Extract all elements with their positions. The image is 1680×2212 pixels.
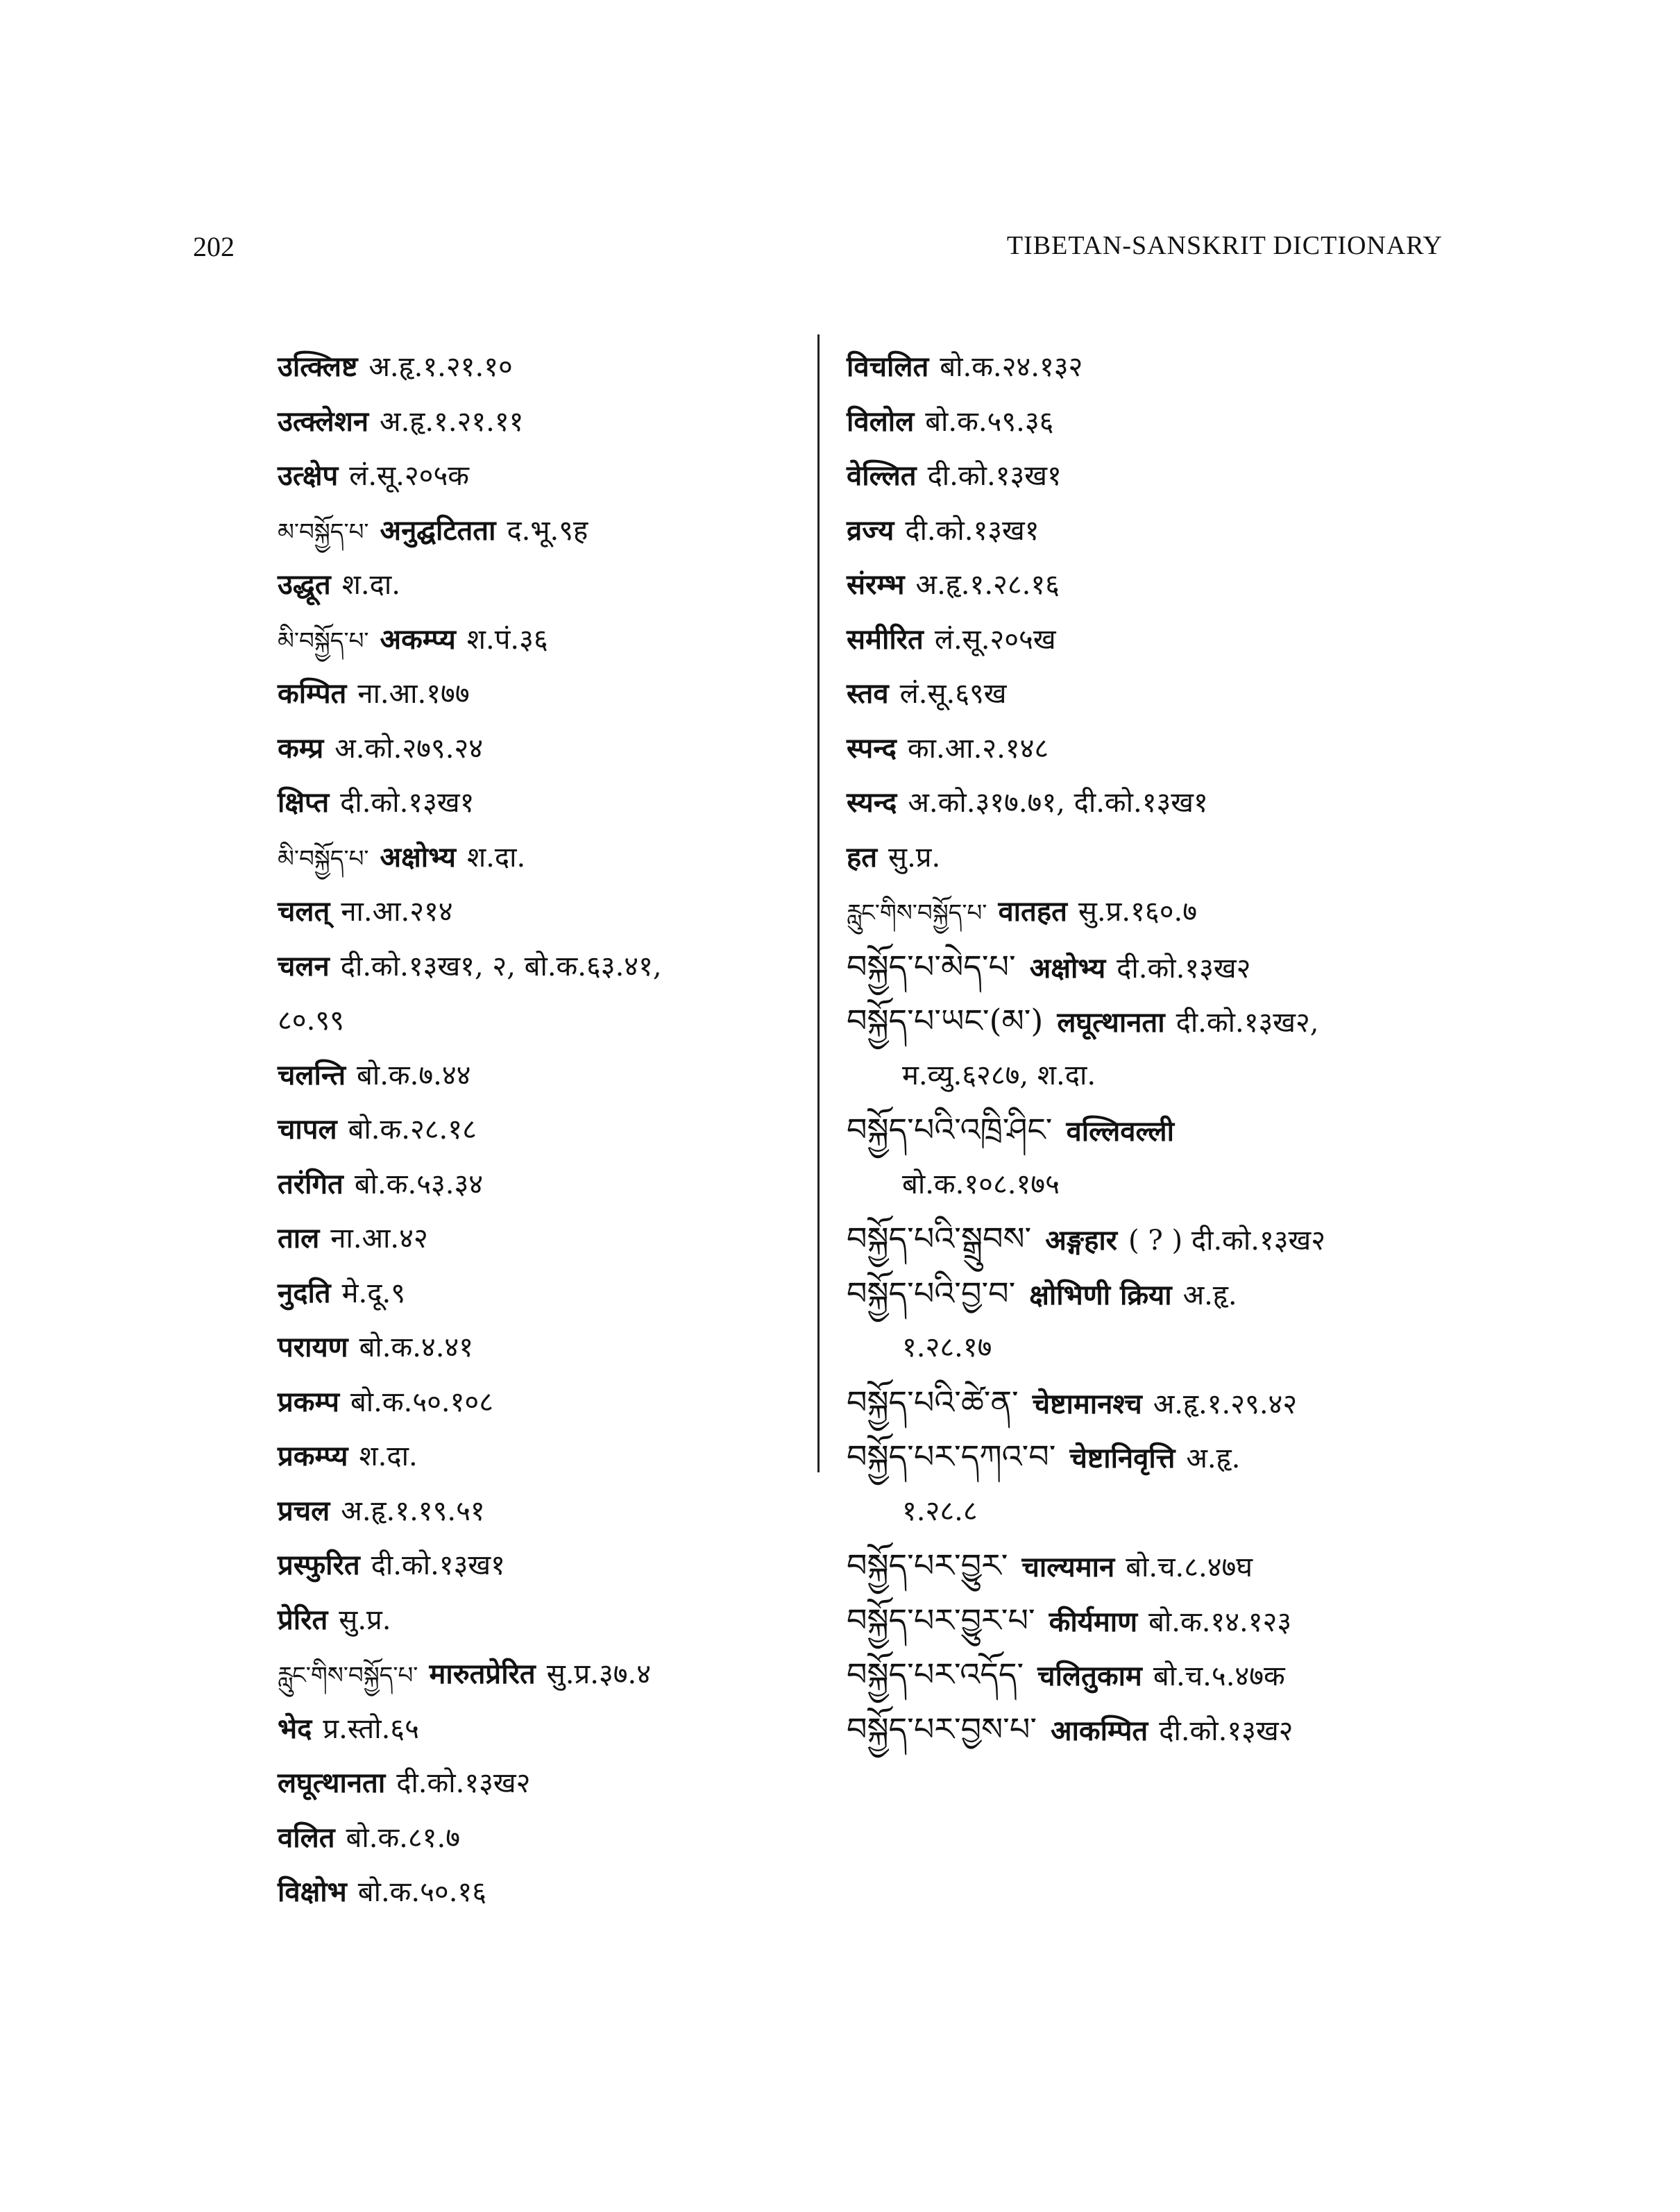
sanskrit-headword: चलितुकाम <box>1037 1660 1142 1692</box>
dictionary-entry <box>278 939 805 994</box>
sanskrit-headword: क्षिप्त <box>278 786 330 819</box>
dictionary-entry <box>847 667 1471 722</box>
tibetan-term: བསྐྱོད་པ་ཡང་(མ་) <box>847 1002 1044 1039</box>
sanskrit-headword: कीर्यमाण <box>1049 1605 1138 1638</box>
sanskrit-headword: स्तव <box>847 677 889 710</box>
source-reference: दी.को.१३ख२ <box>396 1767 531 1799</box>
sanskrit-headword: तरंगित <box>278 1167 343 1200</box>
source-reference: मे.दू.९ <box>341 1277 405 1309</box>
sanskrit-headword: संरम्भ <box>847 568 905 601</box>
running-head: TIBETAN-SANSKRIT DICTIONARY <box>1006 231 1443 260</box>
tibetan-term: བསྐྱོད་པའི་བྱ་བ་ <box>847 1274 1016 1312</box>
sanskrit-headword: आकम्पित <box>1050 1714 1148 1747</box>
dictionary-entry <box>278 1103 805 1157</box>
sanskrit-headword: प्रकम्प <box>278 1385 339 1418</box>
sanskrit-headword: नुदति <box>278 1276 331 1309</box>
sanskrit-headword: हत <box>847 840 878 874</box>
dictionary-entry <box>847 1048 1471 1103</box>
sanskrit-headword: कम्पित <box>278 677 347 710</box>
sanskrit-headword: चाल्यमान <box>1021 1551 1115 1583</box>
tibetan-term: བསྐྱོད་པར་བྱུར་པ་ <box>847 1601 1035 1639</box>
source-reference: ना.आ.२१४ <box>341 896 453 928</box>
dictionary-entry <box>278 1811 805 1866</box>
source-reference: सु.प्र.१६०.७ <box>1078 896 1198 928</box>
dictionary-entry <box>847 885 1471 939</box>
sanskrit-headword: प्रचल <box>278 1494 330 1527</box>
source-reference: दी.को.१३ख१, २, बो.क.६३.४१, <box>340 950 662 982</box>
dictionary-entry <box>278 613 805 667</box>
source-reference: ना.आ.४२ <box>330 1223 428 1254</box>
tibetan-term: བསྐྱོད་པའི་ཚེ་ན་ <box>847 1383 1019 1421</box>
source-reference: ना.आ.१७७ <box>357 678 470 710</box>
sanskrit-headword: अक्षोभ्य <box>1029 951 1106 985</box>
source-reference: अ.हृ.१.२१.११ <box>380 405 524 438</box>
source-reference: दी.को.१३ख१ <box>340 787 475 819</box>
source-reference: ( ? ) दी.को.१३ख२ <box>1128 1225 1326 1257</box>
source-reference: दी.को.१३ख२ <box>1117 952 1251 985</box>
source-reference: का.आ.२.१४८ <box>907 732 1049 765</box>
dictionary-entry <box>847 1266 1471 1321</box>
dictionary-entry <box>847 395 1471 450</box>
source-reference: लं.सू.२०५क <box>349 460 469 492</box>
sanskrit-headword: अङ्गहार <box>1045 1224 1118 1257</box>
dictionary-entry <box>847 1375 1471 1430</box>
sanskrit-headword: वलित <box>278 1821 335 1854</box>
dictionary-entry <box>847 1157 1471 1212</box>
tibetan-term: བསྐྱོད་པའི་འཁྲི་ཤིང་ <box>847 1111 1053 1148</box>
source-reference: अ.हृ. <box>1186 1443 1241 1474</box>
dictionary-entry <box>278 776 805 831</box>
sanskrit-headword: व्रज्य <box>847 513 894 547</box>
source-reference: बो.च.५.४७क <box>1153 1660 1285 1692</box>
tibetan-term: བསྐྱོད་པར་བྱས་པ་ <box>847 1710 1037 1748</box>
source-reference: अ.हृ.१.२८.१६ <box>915 569 1060 601</box>
dictionary-entry <box>278 1538 805 1593</box>
source-reference: द.भू.९ह <box>507 514 588 547</box>
dictionary-entry <box>278 1266 805 1321</box>
dictionary-entry <box>847 1103 1471 1157</box>
source-reference: सु.प्र. <box>339 1603 391 1636</box>
dictionary-entry <box>278 558 805 613</box>
sanskrit-headword: विचलित <box>847 350 929 383</box>
sanskrit-headword: प्रकम्प्य <box>278 1440 348 1472</box>
source-reference: बो.क.५९.३६ <box>925 405 1054 438</box>
dictionary-entry <box>847 1593 1471 1648</box>
dictionary-entry <box>847 1538 1471 1593</box>
dictionary-entry <box>847 1702 1471 1757</box>
sanskrit-headword: चलन <box>278 949 330 982</box>
sanskrit-headword: स्यन्द <box>847 786 897 819</box>
sanskrit-headword: प्रेरित <box>278 1603 328 1636</box>
column-divider <box>817 334 820 1472</box>
tibetan-term: བསྐྱོད་པར་བྱུར་ <box>847 1547 1008 1584</box>
sanskrit-headword: समीरित <box>847 622 924 656</box>
sanskrit-headword: उत्क्लिष्ट <box>278 350 358 383</box>
dictionary-entry <box>847 613 1471 667</box>
right-column <box>847 340 1471 1756</box>
source-reference: श.दा. <box>466 841 526 874</box>
sanskrit-headword: कम्प्र <box>278 731 324 765</box>
dictionary-entry <box>278 831 805 885</box>
dictionary-entry <box>847 558 1471 613</box>
dictionary-entry <box>847 722 1471 776</box>
tibetan-term: བསྐྱོད་པར་དཀའ་བ་ <box>847 1438 1056 1475</box>
source-reference: बो.क.२८.१८ <box>348 1114 477 1146</box>
dictionary-entry <box>278 994 805 1048</box>
source-reference: श.दा. <box>359 1440 418 1472</box>
sanskrit-headword: चलत् <box>278 895 330 928</box>
sanskrit-headword: ताल <box>278 1222 320 1254</box>
dictionary-entry <box>847 1211 1471 1266</box>
sanskrit-headword: चेष्टामानश्च <box>1032 1387 1142 1420</box>
source-reference: बो.क.७.४४ <box>357 1059 471 1091</box>
sanskrit-headword: परायण <box>278 1331 348 1363</box>
dictionary-entry <box>847 831 1471 885</box>
source-reference: दी.को.१३ख१ <box>905 514 1040 547</box>
sanskrit-headword: वातहत <box>998 895 1067 928</box>
sanskrit-headword: भेद <box>278 1712 312 1745</box>
dictionary-entry <box>278 1593 805 1648</box>
source-reference: दी.को.१३ख१ <box>927 460 1062 492</box>
dictionary-entry <box>847 340 1471 395</box>
dictionary-entry <box>847 1484 1471 1539</box>
sanskrit-headword: चापल <box>278 1113 337 1146</box>
source-reference: दी.को.१३ख१ <box>371 1549 505 1581</box>
left-column <box>278 340 805 1920</box>
tibetan-term: བསྐྱོད་པའི་སྒྲུབས་ <box>847 1220 1032 1257</box>
sanskrit-headword: क्षोभिणी क्रिया <box>1029 1278 1172 1311</box>
dictionary-entry <box>847 939 1471 994</box>
tibetan-term: རླུང་གིས་བསྐྱོད་པ་ <box>847 899 987 927</box>
source-reference: सु.प्र.३७.४ <box>546 1658 652 1690</box>
sanskrit-headword: चलन्ति <box>278 1058 346 1091</box>
source-reference: ८०.९९ <box>278 1005 344 1037</box>
dictionary-entry <box>847 776 1471 831</box>
tibetan-term: མ་བསྐྱོད་པ་ <box>278 518 369 546</box>
dictionary-entry <box>847 994 1471 1048</box>
source-reference: बो.क.५०.१६ <box>357 1876 487 1908</box>
dictionary-entry <box>278 1429 805 1484</box>
source-reference: दी.को.१३ख२, <box>1176 1007 1319 1039</box>
sanskrit-headword: अकम्प्य <box>380 622 456 656</box>
sanskrit-headword: चेष्टानिवृत्ति <box>1069 1442 1176 1474</box>
source-reference: बो.क.५३.३४ <box>354 1168 484 1200</box>
tibetan-term: མི་བསྐྱོད་པ་ <box>278 627 369 655</box>
sanskrit-headword: उद्धूत <box>278 568 331 601</box>
dictionary-entry <box>278 1375 805 1430</box>
source-reference: सु.प्र. <box>888 841 941 874</box>
dictionary-entry <box>278 395 805 450</box>
tibetan-term: བསྐྱོད་པར་འདོད་ <box>847 1656 1024 1693</box>
source-reference: अ.को.३१७.७१, दी.को.१३ख१ <box>908 787 1208 819</box>
source-reference: बो.क.४.४१ <box>359 1332 474 1363</box>
dictionary-entry <box>847 1429 1471 1484</box>
dictionary-entry <box>278 340 805 395</box>
source-reference: श.पं.३६ <box>466 623 548 656</box>
sanskrit-headword: अनुद्घटितता <box>380 513 496 547</box>
dictionary-entry <box>847 1647 1471 1702</box>
source-reference: बो.क.२४.१३२ <box>940 351 1083 383</box>
sanskrit-headword: विलोल <box>847 405 915 438</box>
source-reference: श.दा. <box>341 569 400 601</box>
source-reference: अ.हृ. <box>1182 1279 1237 1311</box>
source-reference: बो.क.१०८.१७५ <box>902 1168 1060 1200</box>
dictionary-entry <box>278 1865 805 1920</box>
source-reference: अ.हृ.१.२९.४२ <box>1153 1388 1298 1420</box>
dictionary-entry <box>278 1211 805 1266</box>
sanskrit-headword: विक्षोभ <box>278 1875 347 1908</box>
sanskrit-headword: वेल्लित <box>847 459 917 492</box>
source-reference: बो.च.८.४७घ <box>1126 1551 1253 1583</box>
source-reference: लं.सू.६९ख <box>899 678 1007 710</box>
source-reference: बो.क.८१.७ <box>346 1821 460 1854</box>
dictionary-entry <box>847 504 1471 559</box>
sanskrit-headword: मारुतप्रेरित <box>429 1658 536 1690</box>
sanskrit-headword: उत्क्षेप <box>278 459 339 492</box>
dictionary-entry <box>278 722 805 776</box>
dictionary-entry <box>278 504 805 559</box>
source-reference: १.२८.८ <box>902 1495 978 1527</box>
dictionary-entry <box>278 449 805 504</box>
dictionary-entry <box>278 1702 805 1757</box>
sanskrit-headword: अक्षोभ्य <box>380 840 456 874</box>
source-reference: अ.हृ.१.१९.५१ <box>341 1495 485 1527</box>
tibetan-term: བསྐྱོད་པ་མེད་པ་ <box>847 947 1016 985</box>
dictionary-entry <box>278 1320 805 1375</box>
source-reference: बो.क.१४.१२३ <box>1148 1606 1292 1638</box>
dictionary-entry <box>847 449 1471 504</box>
source-reference: बो.क.५०.१०८ <box>350 1386 494 1418</box>
sanskrit-headword: उत्क्लेशन <box>278 405 369 438</box>
dictionary-entry <box>847 1320 1471 1375</box>
sanskrit-headword: प्रस्फुरित <box>278 1549 360 1581</box>
sanskrit-headword: वल्लिवल्ली <box>1066 1115 1175 1148</box>
source-reference: म.व्यु.६२८७, श.दा. <box>902 1059 1096 1091</box>
page-number: 202 <box>193 231 235 262</box>
dictionary-entry <box>278 1157 805 1212</box>
sanskrit-headword: लघूत्थानता <box>1057 1006 1165 1039</box>
sanskrit-headword: लघूत्थानता <box>278 1767 386 1799</box>
sanskrit-headword: स्पन्द <box>847 731 897 765</box>
dictionary-entry <box>278 1756 805 1811</box>
source-reference: प्र.स्तो.६५ <box>323 1712 419 1745</box>
dictionary-entry <box>278 1484 805 1539</box>
dictionary-entry <box>278 1647 805 1702</box>
tibetan-term: མི་བསྐྱོད་པ་ <box>278 844 369 873</box>
source-reference: अ.को.२७९.२४ <box>334 732 484 765</box>
dictionary-entry <box>278 885 805 939</box>
source-reference: दी.को.१३ख२ <box>1159 1715 1293 1747</box>
dictionary-entry <box>278 1048 805 1103</box>
dictionary-entry <box>278 667 805 722</box>
tibetan-term: རླུང་གིས་བསྐྱོད་པ་ <box>278 1662 418 1690</box>
source-reference: १.२८.१७ <box>902 1332 992 1363</box>
source-reference: अ.हृ.१.२१.१० <box>368 351 513 383</box>
source-reference: लं.सू.२०५ख <box>934 623 1056 656</box>
